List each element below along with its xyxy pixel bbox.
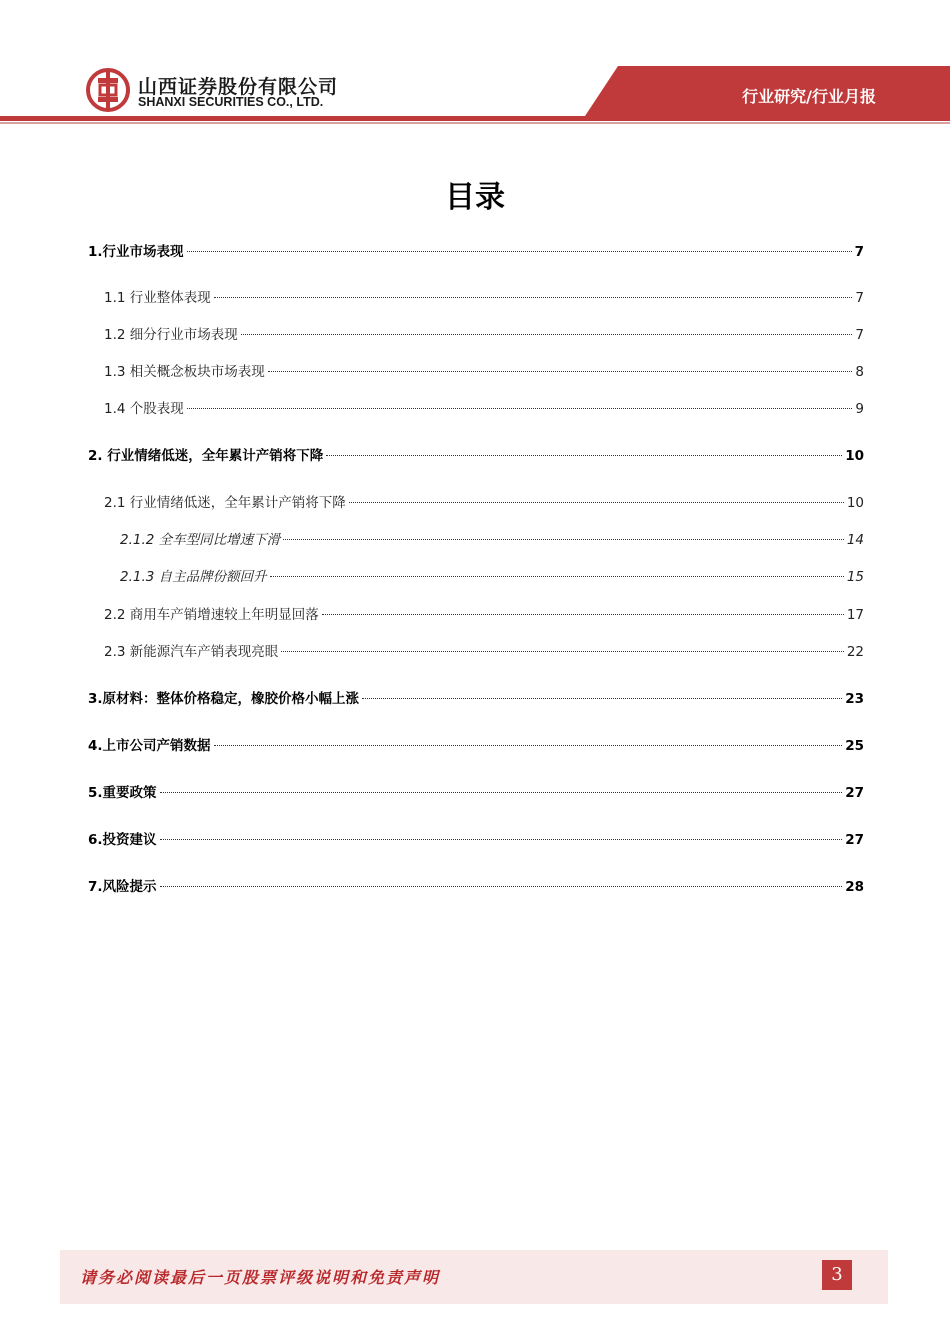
toc-entry-page: 23 (845, 691, 864, 707)
toc-entry[interactable] (88, 444, 864, 464)
toc-leader (283, 539, 844, 540)
toc-entry-label: 6.投资建议 (88, 832, 157, 848)
header-banner (0, 0, 950, 130)
page-header (0, 0, 950, 130)
toc-entry-label: 2. 行业情绪低迷，全年累计产销将下降 (88, 448, 324, 464)
toc-entry-page: 9 (855, 401, 864, 417)
toc-leader (270, 576, 844, 577)
toc-entry-label: 2.3 新能源汽车产销表现亮眼 (104, 644, 279, 660)
company-name-en: SHANXI SECURITIES CO., LTD. (138, 95, 324, 109)
toc-title: 目录 (445, 180, 505, 215)
toc-leader (160, 792, 843, 793)
toc-entry-page: 10 (845, 448, 864, 464)
toc-leader (214, 297, 853, 298)
toc-entry-page: 22 (846, 644, 864, 660)
toc-entry-page: 7 (854, 244, 864, 260)
toc-leader (214, 745, 843, 746)
toc-leader (241, 334, 853, 335)
toc-entry-page: 25 (845, 738, 864, 754)
toc-entry-label: 1.3 相关概念板块市场表现 (104, 364, 265, 380)
disclaimer-notice: 请务必阅读最后一页股票评级说明和免责声明 (80, 1268, 441, 1287)
toc-entry[interactable] (120, 528, 864, 548)
toc-entry-label: 2.1 行业情绪低迷，全年累计产销将下降 (104, 495, 346, 511)
toc-entry-page: 8 (855, 364, 864, 380)
toc-leader (187, 251, 852, 252)
toc-entry-page: 27 (845, 785, 864, 801)
toc-entry[interactable] (88, 734, 864, 754)
toc-entry-label: 2.2 商用车产销增速较上年明显回落 (104, 607, 319, 623)
toc-entry[interactable] (104, 491, 864, 511)
toc-entry-label: 1.1 行业整体表现 (104, 290, 211, 306)
toc-entry-label: 2.1.2 全车型同比增速下滑 (120, 532, 281, 548)
toc-entry[interactable] (104, 603, 864, 623)
toc-leader (362, 698, 842, 699)
toc-entry[interactable] (120, 565, 864, 585)
page-footer (60, 1250, 888, 1304)
toc-leader (326, 455, 842, 456)
toc-leader (281, 651, 844, 652)
toc-entry-page: 7 (855, 290, 864, 306)
toc-entry[interactable] (104, 360, 864, 380)
toc-entry-page: 14 (846, 532, 864, 548)
toc-leader (160, 839, 843, 840)
toc-entry-page: 28 (845, 879, 864, 895)
toc-entry[interactable] (88, 875, 864, 895)
toc-leader (187, 408, 853, 409)
toc-entry-page: 17 (846, 607, 864, 623)
toc-entry-page: 27 (845, 832, 864, 848)
toc-entry[interactable] (104, 640, 864, 660)
toc-entry[interactable] (88, 781, 864, 801)
report-type: 行业研究/行业月报 (742, 87, 876, 106)
toc-entry-label: 1.4 个股表现 (104, 401, 184, 417)
toc-entry-page: 15 (846, 569, 864, 585)
toc-leader (268, 371, 853, 372)
toc-entry[interactable] (88, 828, 864, 848)
company-logo-icon (86, 68, 130, 112)
toc-entry-page: 7 (855, 327, 864, 343)
toc-entry-label: 4.上市公司产销数据 (88, 738, 211, 754)
toc-leader (349, 502, 844, 503)
toc-entry[interactable] (88, 240, 864, 260)
toc-entry[interactable] (88, 687, 864, 707)
toc-leader (160, 886, 843, 887)
toc-entry-label: 7.风险提示 (88, 879, 157, 895)
company-name-cn: 山西证券股份有限公司 (138, 76, 339, 98)
toc-entry[interactable] (104, 286, 864, 306)
toc-entry-label: 1.行业市场表现 (88, 244, 184, 260)
toc-leader (322, 614, 844, 615)
toc-entry-label: 3.原材料：整体价格稳定，橡胶价格小幅上涨 (88, 691, 360, 707)
toc-entry[interactable] (104, 323, 864, 343)
page-number: 3 (822, 1260, 852, 1290)
toc-entry-label: 2.1.3 自主品牌份额回升 (120, 569, 267, 585)
toc-entry-label: 5.重要政策 (88, 785, 157, 801)
toc-entry-label: 1.2 细分行业市场表现 (104, 327, 238, 343)
toc-entry-page: 10 (846, 495, 864, 511)
toc-entry[interactable] (104, 397, 864, 417)
